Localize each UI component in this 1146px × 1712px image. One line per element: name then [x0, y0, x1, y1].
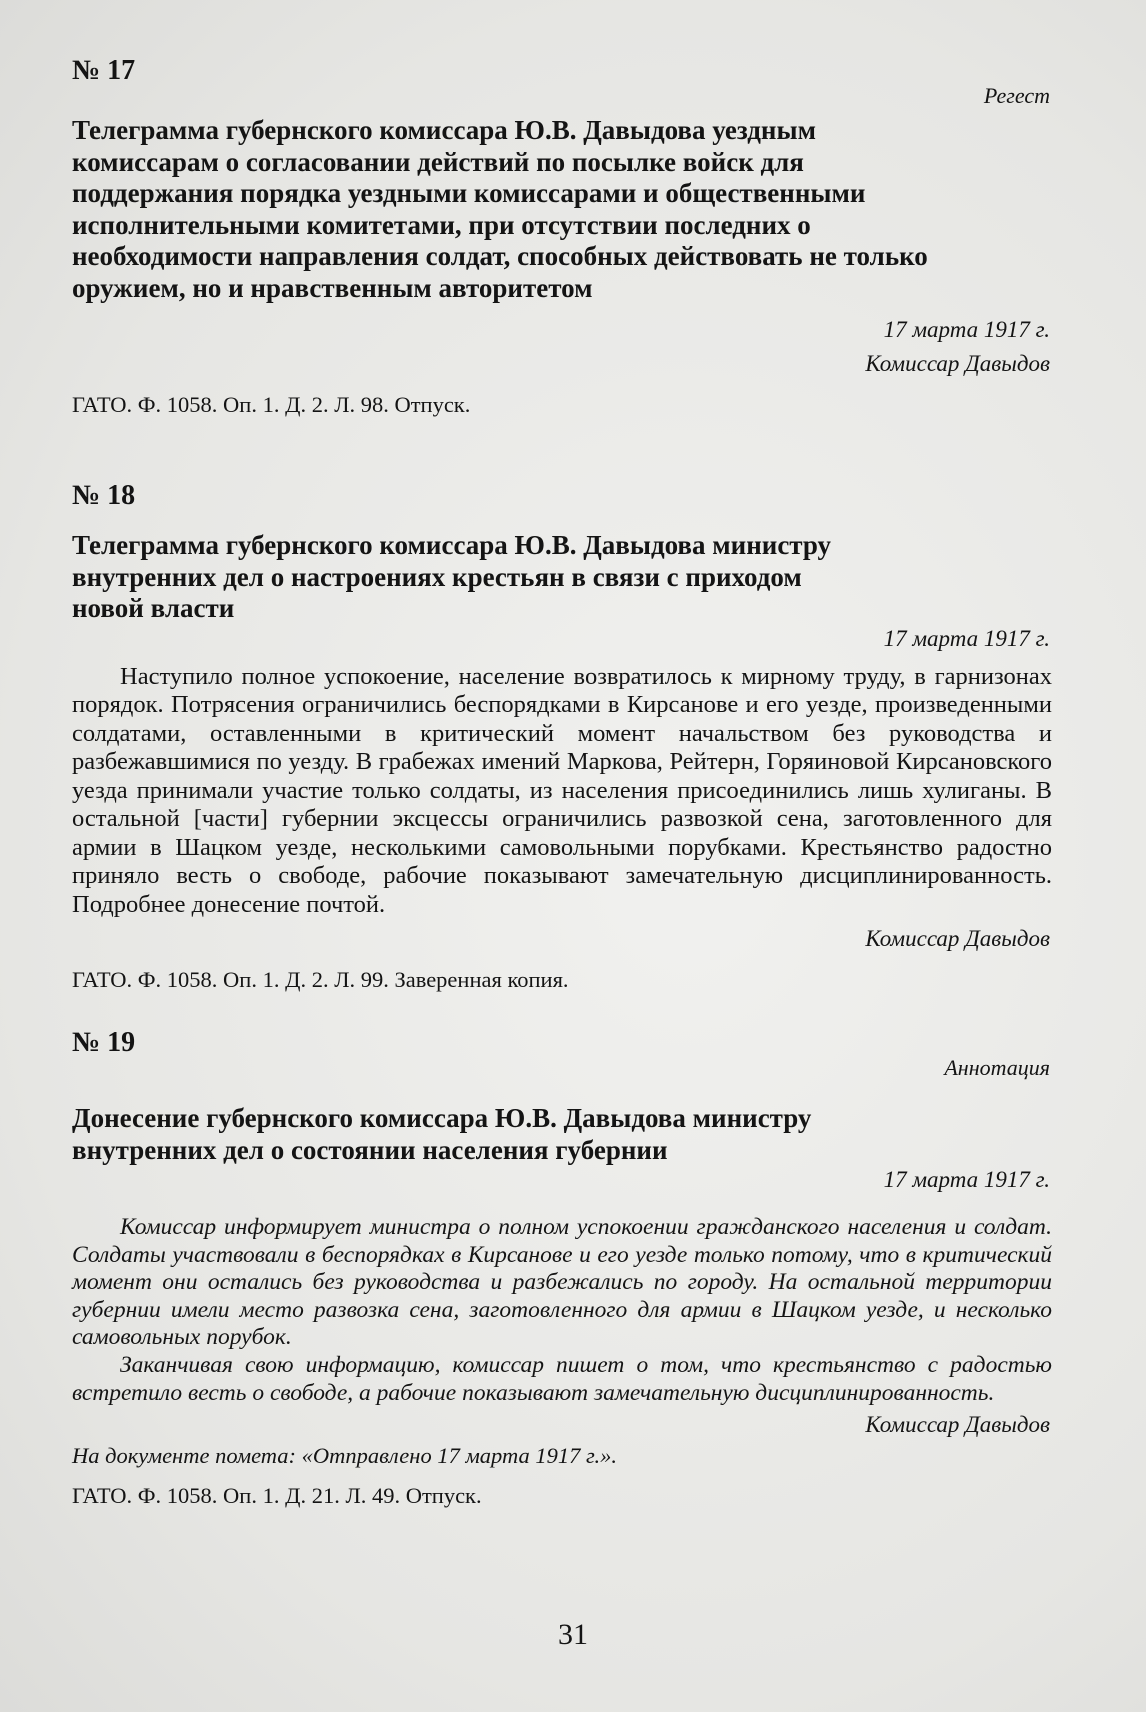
doc19-number: № 19	[72, 1027, 136, 1058]
document-19	[72, 1027, 1052, 1509]
doc19-type: Аннотация	[944, 1055, 1050, 1080]
doc19-annotation-p2: Заканчивая свою информацию, комиссар пишет о том, что крестьянство с радостью встретило весть о свободе, а рабочие показывают замечательную дисциплинированность.	[72, 1351, 1052, 1406]
page-number: 31	[558, 1618, 588, 1651]
doc18-number: № 18	[72, 480, 136, 511]
doc19-annotation	[72, 1214, 1052, 1407]
doc17-title: Телеграмма губернского комиссара Ю.В. Давыдова уездным комиссарам о согласовании действий по посылке войск для поддержания порядка уездными комиссарами и общественными исполнительными комитетами, при отсутствии последних о необходимости направления солдат, способных действовать не только оружием, но и нравственным авторитетом	[72, 115, 928, 303]
doc19-title: Донесение губернского комиссара Ю.В. Давыдова министру внутренних дел о состоянии населения губернии	[72, 1103, 812, 1165]
doc18-signature: Комиссар Давыдов	[865, 926, 1050, 951]
doc19-source: ГАТО. Ф. 1058. Оп. 1. Д. 21. Л. 49. Отпуск.	[72, 1483, 482, 1509]
doc17-signature: Комиссар Давыдов	[865, 351, 1050, 376]
doc19-annotation-p1: Комиссар информирует министра о полном успокоении гражданского населения и солдат. Солдаты участвовали в беспорядках в Кирсанове и его уезде только потому, что в критический момент они остались без руководства и разбежались по городу. На остальной территории губернии имели место развозка сена, заготовленного для армии в Шацком уезде, и несколько самовольных порубок.	[72, 1214, 1052, 1351]
doc18-body	[72, 663, 1052, 920]
doc17-source: ГАТО. Ф. 1058. Оп. 1. Д. 2. Л. 98. Отпуск.	[72, 392, 471, 417]
doc19-date: 17 марта 1917 г.	[883, 1167, 1050, 1192]
doc19-signature: Комиссар Давыдов	[865, 1412, 1050, 1438]
doc18-title: Телеграмма губернского комиссара Ю.В. Давыдова министру внутренних дел о настроениях крестьян в связи с приходом новой власти	[72, 530, 832, 623]
doc17-type: Регест	[983, 83, 1050, 108]
doc17-date: 17 марта 1917 г.	[883, 317, 1050, 342]
doc18-source: ГАТО. Ф. 1058. Оп. 1. Д. 2. Л. 99. Заверенная копия.	[72, 967, 569, 992]
doc17-number: № 17	[72, 55, 136, 86]
document-18	[72, 480, 1052, 993]
doc19-note: На документе помета: «Отправлено 17 марта 1917 г.».	[72, 1443, 618, 1469]
document-17	[72, 55, 1052, 418]
doc18-date: 17 марта 1917 г.	[883, 625, 1050, 651]
doc18-body-text: Наступило полное успокоение, население возвратилось к мирному труду, в гарнизонах порядок. Потрясения ограничились беспорядками в Кирсанове и его уезде, произведенными солдатами, оставленными в критический момент начальством без руководства и разбежавшимися по уезду. В грабежах имений Маркова, Рейтерн, Горяиновой Кирсановского уезда принимали участие только солдаты, из населения присоединились лишь хулиганы. В остальной [части] губернии эксцессы ограничились развозкой сена, заготовленного для армии в Шацком уезде, несколькими самовольными порубками. Крестьянство радостно приняло весть о свободе, рабочие показывают замечательную дисциплинированность. Подробнее донесение почтой.	[72, 662, 1052, 918]
